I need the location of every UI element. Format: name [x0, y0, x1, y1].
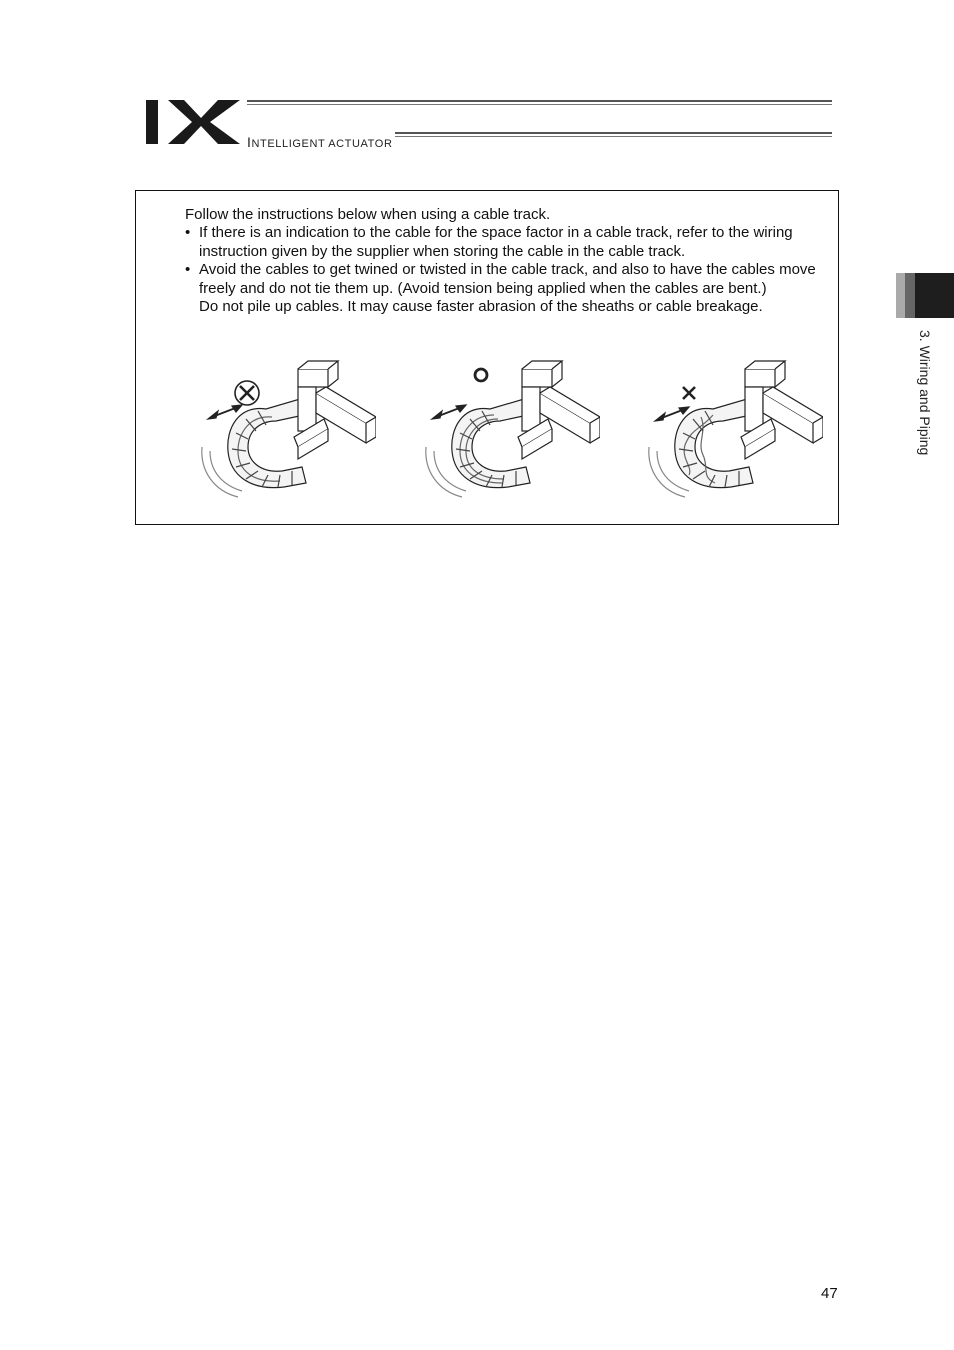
- double-arrow-icon: [432, 405, 466, 419]
- header-rule-middle: [395, 132, 832, 138]
- bullet-item: [185, 224, 835, 261]
- cable-track-drawing: [426, 361, 600, 497]
- bullet-text: Avoid the cables to get twined or twisted in the cable track, and also to have the cables move freely and do not tie them up. (Avoid tension being applied when the cables are bent.): [199, 261, 816, 297]
- ix-logo-mark: [144, 98, 242, 146]
- cable-track-figure-incorrect-twisted: [641, 359, 823, 509]
- bullet-item: [185, 261, 835, 316]
- brand-name: INTELLIGENT ACTUATOR: [247, 134, 393, 150]
- cable-track-notice: [135, 190, 839, 525]
- notice-text: [185, 206, 835, 316]
- bullet-symbol: •: [185, 261, 191, 279]
- bullet-symbol: •: [185, 224, 191, 242]
- cable-track-figure-incorrect: [194, 359, 376, 509]
- x-icon: [683, 387, 695, 399]
- header-rule-top: [247, 100, 832, 106]
- cable-track-figure-correct: [418, 359, 600, 509]
- circle-ok-icon: [475, 369, 487, 381]
- bullet-extra-text: Do not pile up cables. It may cause faster abrasion of the sheaths or cable breakage.: [199, 298, 763, 316]
- chapter-tab: [896, 273, 954, 318]
- page-number: 47: [821, 1285, 838, 1302]
- chapter-label: 3. Wiring and Piping: [917, 330, 933, 456]
- double-arrow-icon: [208, 405, 242, 419]
- notice-intro: Follow the instructions below when using a cable track.: [185, 206, 551, 223]
- bullet-text: If there is an indication to the cable for the space factor in a cable track, refer to the wiring instruction given by the supplier when storing the cable in the cable track.: [199, 224, 793, 260]
- circled-x-icon: [235, 381, 259, 405]
- cable-track-drawing: [649, 361, 823, 497]
- cable-track-drawing: [202, 361, 376, 497]
